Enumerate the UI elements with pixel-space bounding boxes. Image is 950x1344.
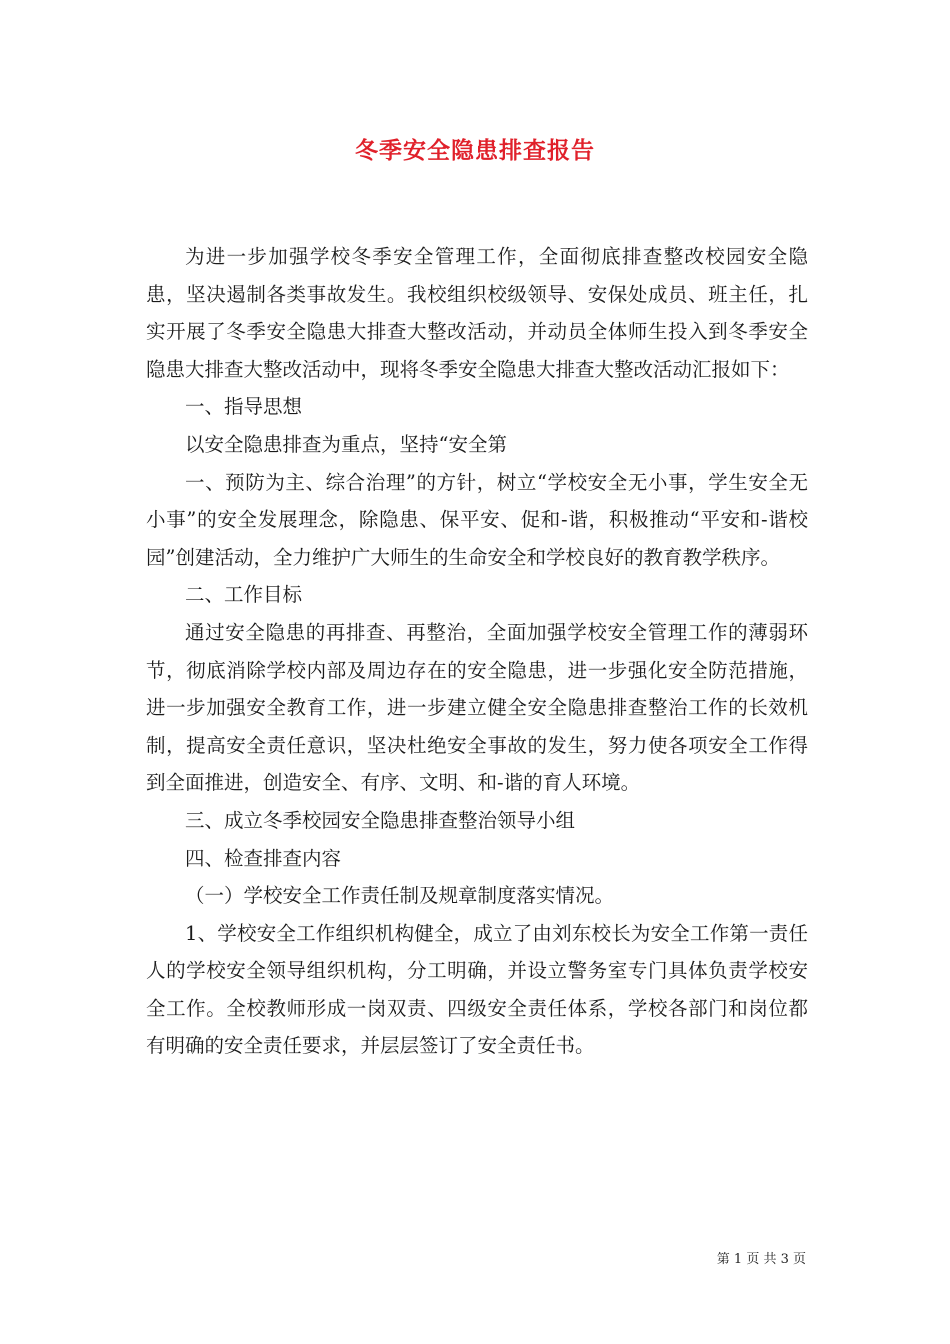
paragraph-guiding-1: 以安全隐患排查为重点，坚持“安全第 xyxy=(185,432,507,456)
paragraph-work-goals: 通过安全隐患的再排查、再整治，全面加强学校安全管理工作的薄弱环节，彻底消除学校内部及周边存在的安全隐患，进一步强化安全防范措施，进一步加强安全教育工作，进一步建立健全安全隐患排查整治工作的长效机制，提高安全责任意识，坚决杜绝安全事故的发生，努力使各项安全工作得到全面推进，创造安全、有序、文明、和-谐的育人环境。 xyxy=(146,620,808,795)
paragraph-guiding-2: 一、预防为主、综合治理”的方针，树立“学校安全无小事，学生安全无小事”的安全发展理念，除隐患、保平安、促和-谐，积极推动“平安和-谐校园”创建活动，全力维护广大师生的生命安全和学校良好的教育教学秩序。 xyxy=(146,470,808,569)
heading-work-goals: 二、工作目标 xyxy=(185,583,303,607)
heading-leadership-group: 三、成立冬季校园安全隐患排查整治领导小组 xyxy=(185,808,576,832)
page-number: 第 1 页 共 3 页 xyxy=(716,1252,806,1267)
heading-inspection-content: 四、检查排查内容 xyxy=(185,846,342,870)
paragraph-organization: 1、学校安全工作组织机构健全，成立了由刘东校长为安全工作第一责任人的学校安全领导组织机构，分工明确，并设立警务室专门具体负责学校安全工作。全校教师形成一岗双责、四级安全责任体系，学校各部门和岗位都有明确的安全责任要求，并层层签订了安全责任书。 xyxy=(146,921,808,1058)
heading-guiding-ideology: 一、指导思想 xyxy=(185,395,303,419)
paragraph-intro: 为进一步加强学校冬季安全管理工作，全面彻底排查整改校园安全隐患，坚决遏制各类事故发生。我校组织校级领导、安保处成员、班主任，扎实开展了冬季安全隐患大排查大整改活动，并动员全体师生投入到冬季安全隐患大排查大整改活动中，现将冬季安全隐患大排查大整改活动汇报如下： xyxy=(146,245,808,381)
document-title: 冬季安全隐患排查报告 xyxy=(355,137,595,164)
document-body xyxy=(146,238,808,1065)
subheading-responsibility-system: （一）学校安全工作责任制及规章制度落实情况。 xyxy=(185,884,615,908)
